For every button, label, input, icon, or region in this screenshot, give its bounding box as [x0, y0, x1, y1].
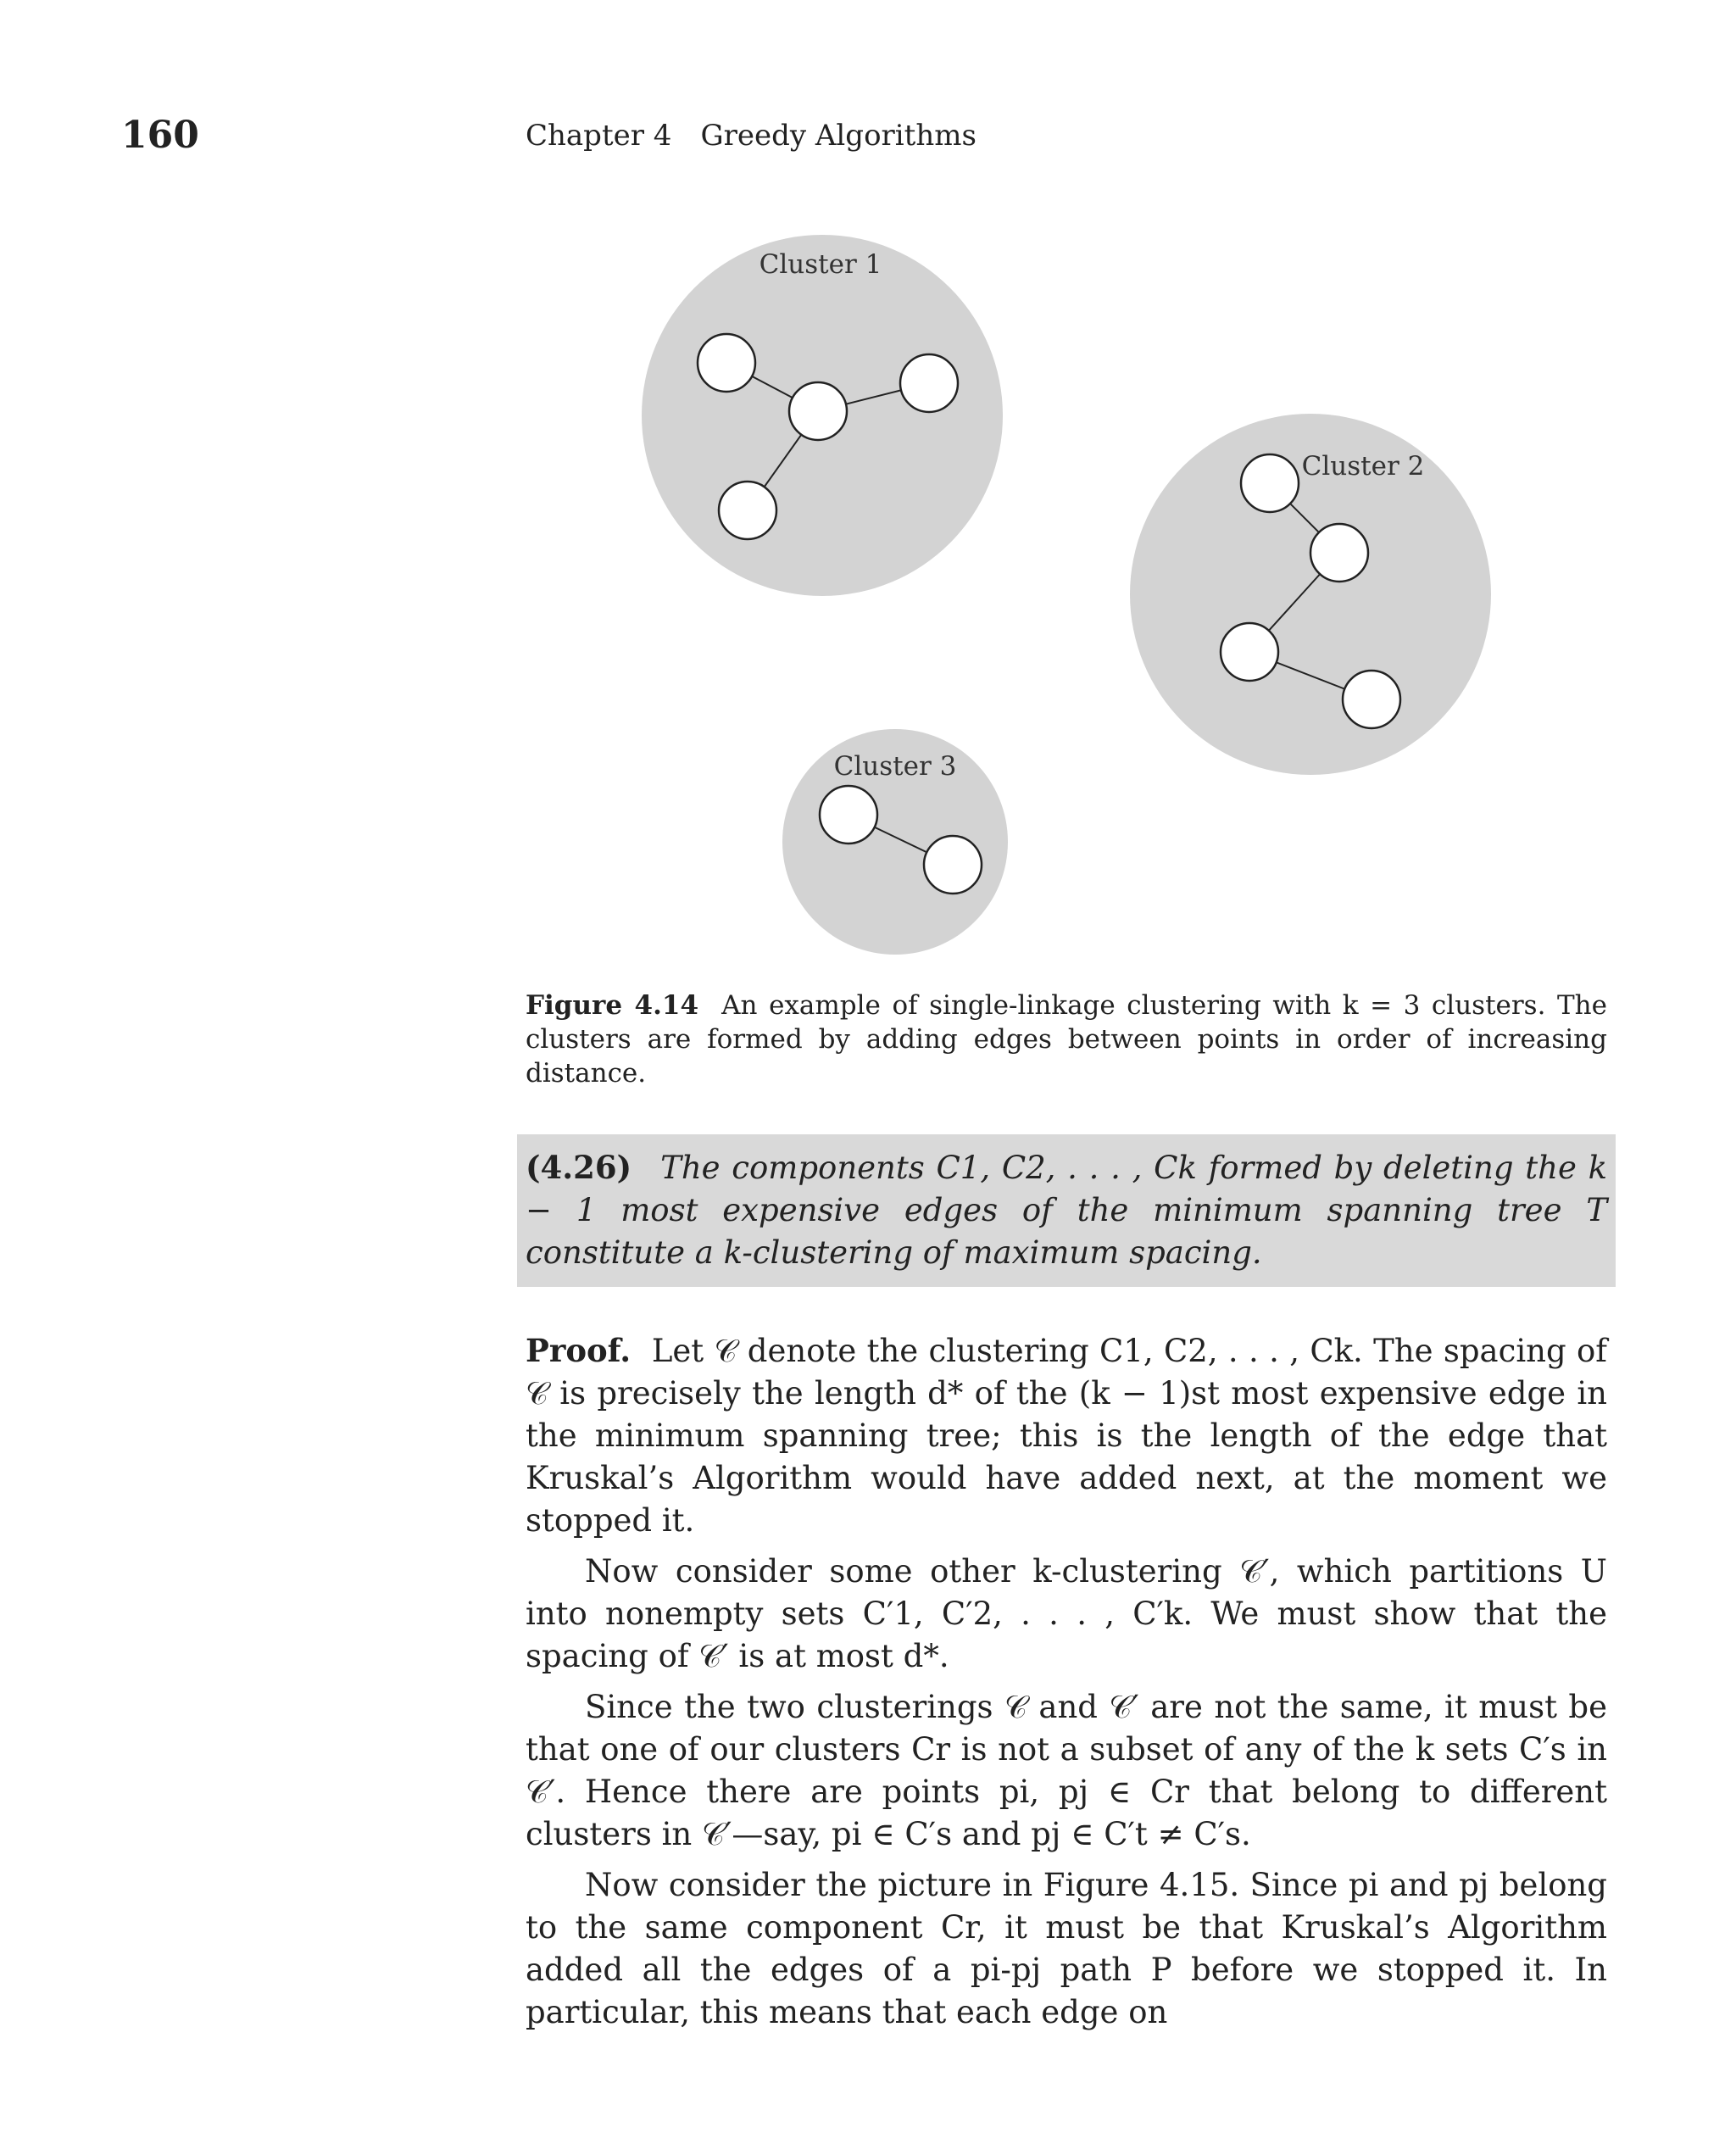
proof-paragraph: Now consider the picture in Figure 4.15. Since pi and pj belong to the same component Cr, it must be that Kruskal’s Algorithm added all the edges of a pi-pj path P before we stopped it. In particular, this means that each edge on	[526, 1867, 1607, 2030]
figure-label: Figure 4.14	[526, 990, 699, 1021]
proof-body	[526, 1329, 1607, 2042]
theorem-number: (4.26)	[526, 1149, 632, 1186]
proof-paragraph	[526, 1329, 1607, 1542]
cluster-2-label: Cluster 2	[1301, 451, 1425, 482]
cluster-1-point	[789, 382, 847, 440]
proof-paragraph-text: Let 𝒞 denote the clustering C1, C2, . . . , Ck. The spacing of 𝒞 is precisely the length d* of the (k − 1)st most expensive edge in the minimum spanning tree; this is the length of the edge that Kruskal’s Algorithm would have added next, at the moment we stopped it.	[526, 1333, 1607, 1539]
cluster-2-point	[1241, 454, 1299, 512]
proof-label: Proof.	[526, 1332, 632, 1369]
chapter-title: Greedy Algorithms	[700, 119, 976, 153]
cluster-1-label: Cluster 1	[759, 249, 882, 280]
cluster-1-point	[698, 334, 755, 392]
cluster-1-point	[719, 482, 776, 539]
cluster-2-point	[1310, 524, 1368, 582]
cluster-1	[642, 235, 1003, 596]
theorem-text: The components C1, C2, . . . , Ck formed by deleting the k − 1 most expensive edges of the minimum spanning tree T constitute a k-clustering of maximum spacing.	[526, 1150, 1607, 1271]
chapter-number: Chapter 4	[526, 119, 672, 153]
cluster-3-label: Cluster 3	[833, 751, 957, 782]
cluster-1-point	[900, 354, 958, 412]
page-number: 160	[121, 114, 199, 157]
cluster-2	[1130, 414, 1491, 775]
cluster-3	[782, 729, 1008, 955]
cluster-2-point	[1343, 671, 1400, 728]
figure-caption	[526, 988, 1607, 1090]
proof-paragraph: Now consider some other k-clustering 𝒞′, which partitions U into nonempty sets C′1, C′2, . . . , C′k. We must show that the spacing of 𝒞′ is at most d*.	[526, 1553, 1607, 1674]
proof-paragraph: Since the two clusterings 𝒞 and 𝒞′ are not the same, it must be that one of our clusters Cr is not a subset of any of the k sets C′s in 𝒞′. Hence there are points pi, pj ∈ Cr that belong to different clusters in 𝒞′—say, pi ∈ C′s and pj ∈ C′t ≠ C′s.	[526, 1689, 1607, 1852]
clustering-figure	[0, 0, 1736, 983]
cluster-3-point	[924, 836, 982, 894]
cluster-2-point	[1221, 623, 1278, 681]
caption-text: An example of single-linkage clustering with k = 3 clusters. The clusters are formed by adding edges between points in order of increasing distance.	[526, 990, 1607, 1089]
theorem-statement	[526, 1146, 1607, 1274]
cluster-3-point	[820, 786, 877, 844]
